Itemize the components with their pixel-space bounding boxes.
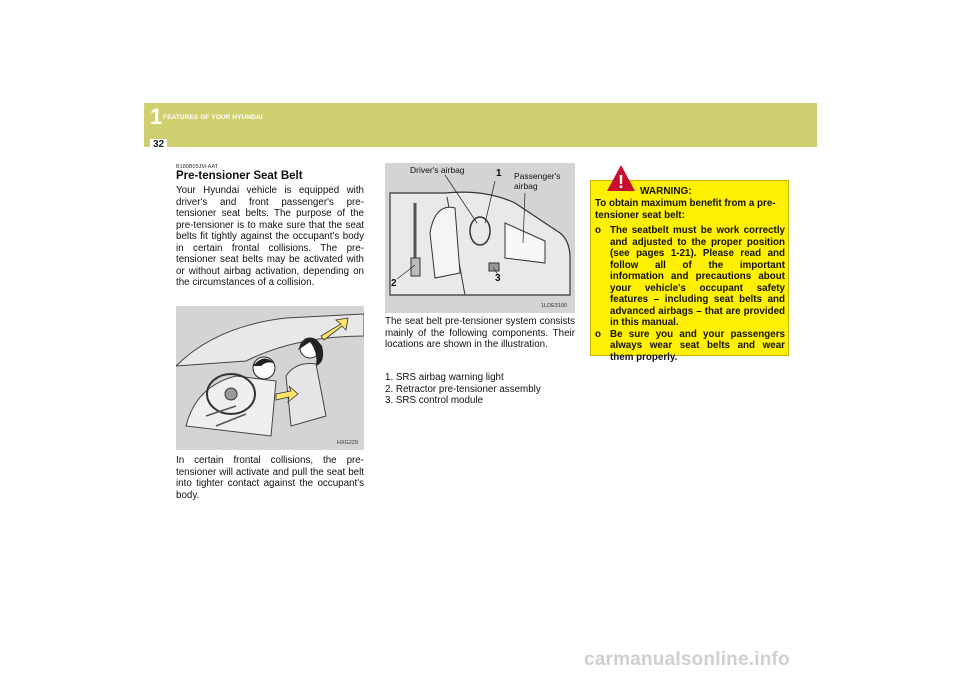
figure-code: 1LDE3100 <box>541 303 567 309</box>
chapter-title: FEATURES OF YOUR HYUNDAI <box>163 114 263 121</box>
page-number: 32 <box>150 139 167 150</box>
passenger-airbag-label-line2: airbag <box>514 181 538 191</box>
section-heading: Pre-tensioner Seat Belt <box>176 170 303 182</box>
driver-airbag-label: Driver's airbag <box>410 165 465 175</box>
components-list <box>385 372 575 407</box>
chapter-banner <box>144 103 817 147</box>
warning-item-text: Be sure you and your passengers always wear seat belts and wear them properly. <box>610 328 785 363</box>
watermark: carmanualsonline.info <box>584 649 790 670</box>
callout-2: 2 <box>391 278 397 289</box>
warning-icon-symbol: ! <box>618 172 624 192</box>
car-interior-drawing <box>176 306 364 450</box>
list-item <box>595 225 785 329</box>
callout-1: 1 <box>496 168 502 179</box>
callout-3: 3 <box>495 273 501 284</box>
warning-intro: To obtain maximum benefit from a pre-tensioner seat belt: <box>595 198 776 221</box>
bullet: o <box>595 225 601 236</box>
warning-list <box>595 225 785 363</box>
activation-paragraph: In certain frontal collisions, the pre-tensioner will activate and pull the seat belt into tighter contact against the occupant's body. <box>176 455 364 501</box>
chapter-number: 1 <box>150 104 163 129</box>
system-components-illustration <box>385 163 575 313</box>
section-code: B180B05JM-AAT <box>176 164 219 170</box>
list-item: 1. SRS airbag warning light <box>385 372 504 383</box>
figure-code: HXG229 <box>336 440 358 446</box>
list-item: 2. Retractor pre-tensioner assembly <box>385 383 541 395</box>
warning-item-text: The seatbelt must be work correctly and adjusted to the proper position (see pages 1-21). Please read and follow all of the important information and precautions about your vehicle's occupant safety features – including seat belts and advanced airbags – that are provided in this manual. <box>610 225 785 328</box>
list-item: 3. SRS control module <box>385 395 484 406</box>
passenger-airbag-label-line1: Passenger's <box>514 171 561 181</box>
components-intro: The seat belt pre-tensioner system consists mainly of the following components. Their locations are shown in the illustration. <box>385 316 575 350</box>
pretensioner-illustration <box>176 306 364 450</box>
bullet: o <box>595 328 601 340</box>
intro-paragraph: Your Hyundai vehicle is equipped with driver's and front passenger's pre-tensioner seat belts. The purpose of the pre-tensioner is to make sure that the seat belts fit tightly against the occupant's body in certain frontal collisions. The pre-tensioner seat belts may be activated with or without airbag activation, depending on the circumstances of a collision. <box>176 185 364 288</box>
warning-triangle-icon <box>606 164 636 192</box>
car-cutaway-drawing <box>385 163 575 313</box>
warning-title: WARNING: <box>640 186 692 197</box>
list-item <box>595 329 785 364</box>
